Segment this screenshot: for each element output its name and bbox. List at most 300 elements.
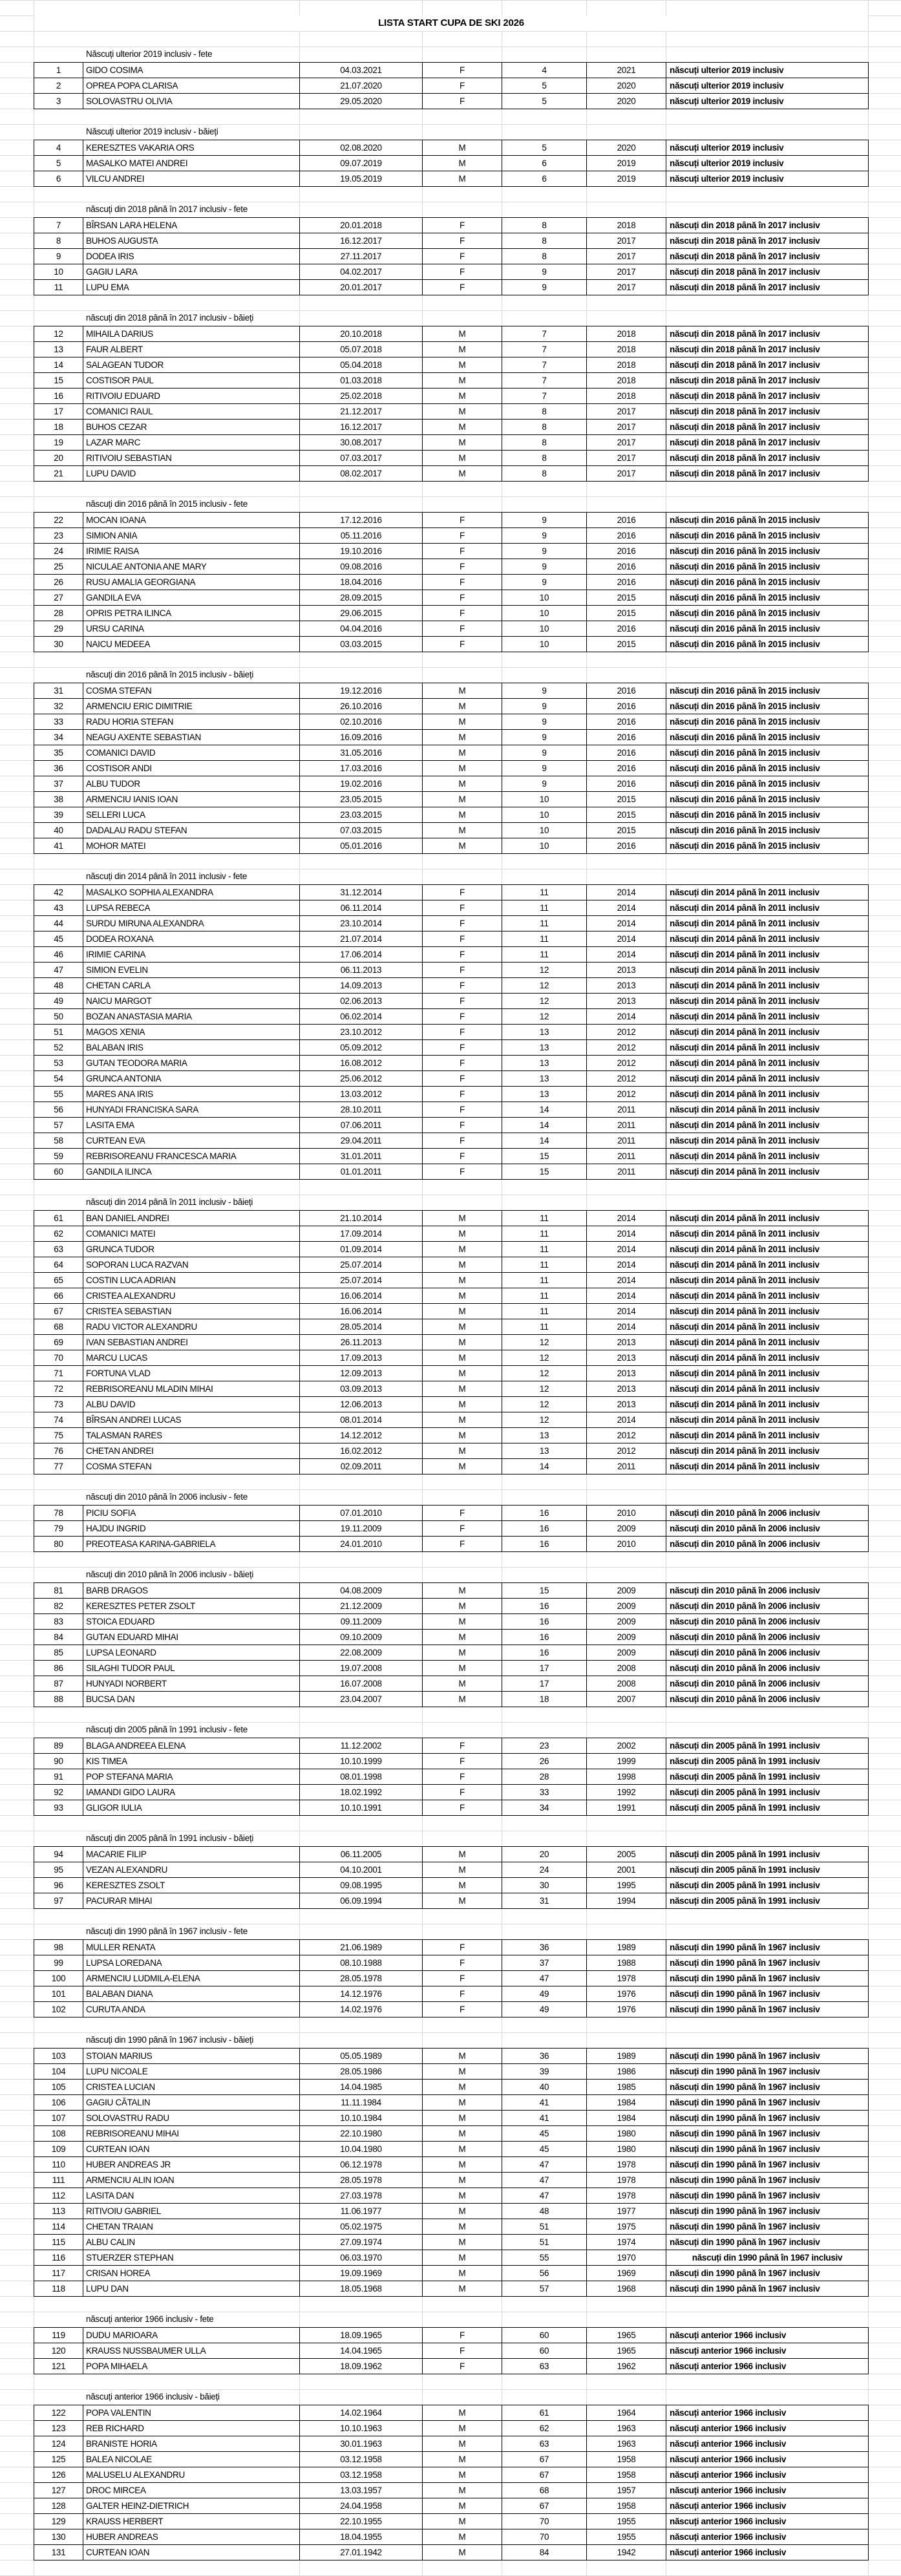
cell-year[interactable]: 2014 — [587, 916, 666, 931]
cell-name[interactable]: GANDILA EVA — [83, 590, 300, 605]
cell-year[interactable]: 1958 — [587, 2467, 666, 2482]
cell-name[interactable]: SIMION ANIA — [83, 528, 300, 543]
cell-number[interactable]: 109 — [34, 2142, 83, 2156]
cell-year[interactable]: 2011 — [587, 1164, 666, 1179]
cell-gender[interactable]: F — [423, 1071, 502, 1086]
cell-category[interactable]: născuți din 2014 până în 2011 inclusiv — [666, 1071, 869, 1086]
cell-number[interactable]: 129 — [34, 2514, 83, 2529]
cell-gender[interactable]: F — [423, 1521, 502, 1536]
cell-category[interactable]: născuți din 2016 până în 2015 inclusiv — [666, 730, 869, 745]
cell-year[interactable]: 2018 — [587, 389, 666, 403]
cell-year[interactable]: 2017 — [587, 233, 666, 248]
cell-age[interactable]: 10 — [502, 838, 587, 853]
cell-gender[interactable]: M — [423, 2483, 502, 2498]
cell-year[interactable]: 2013 — [587, 963, 666, 977]
cell-age[interactable]: 40 — [502, 2080, 587, 2094]
cell-date[interactable]: 25.02.2018 — [300, 389, 423, 403]
cell-name[interactable]: DADALAU RADU STEFAN — [83, 823, 300, 838]
cell-gender[interactable]: F — [423, 621, 502, 636]
cell-age[interactable]: 10 — [502, 621, 587, 636]
cell-name[interactable]: MOHOR MATEI — [83, 838, 300, 853]
cell-date[interactable]: 07.06.2011 — [300, 1118, 423, 1133]
cell-gender[interactable]: F — [423, 1164, 502, 1179]
cell-year[interactable]: 2017 — [587, 280, 666, 295]
cell-name[interactable]: SOLOVASTRU RADU — [83, 2111, 300, 2125]
cell-number[interactable]: 19 — [34, 435, 83, 450]
cell-age[interactable]: 15 — [502, 1149, 587, 1164]
cell-name[interactable]: BÎRSAN ANDREI LUCAS — [83, 1412, 300, 1427]
cell-year[interactable]: 2014 — [587, 947, 666, 962]
cell-number[interactable]: 50 — [34, 1009, 83, 1024]
cell-age[interactable]: 47 — [502, 1971, 587, 1986]
cell-age[interactable]: 10 — [502, 590, 587, 605]
cell-name[interactable]: REB RICHARD — [83, 2421, 300, 2436]
cell-year[interactable]: 1978 — [587, 2188, 666, 2203]
cell-category[interactable]: născuți din 2014 până în 2011 inclusiv — [666, 1242, 869, 1257]
cell-year[interactable]: 1988 — [587, 1955, 666, 1970]
cell-age[interactable]: 57 — [502, 2281, 587, 2296]
cell-name[interactable]: REBRISOREANU MLADIN MIHAI — [83, 1381, 300, 1396]
cell-name[interactable]: SIMION EVELIN — [83, 963, 300, 977]
cell-name[interactable]: LUPSA REBECA — [83, 900, 300, 915]
cell-year[interactable]: 1964 — [587, 2405, 666, 2420]
cell-date[interactable]: 04.10.2001 — [300, 1862, 423, 1877]
cell-age[interactable]: 11 — [502, 1226, 587, 1241]
cell-number[interactable]: 68 — [34, 1319, 83, 1334]
cell-name[interactable]: POP STEFANA MARIA — [83, 1769, 300, 1784]
cell-year[interactable]: 2014 — [587, 1273, 666, 1288]
cell-number[interactable]: 80 — [34, 1537, 83, 1551]
cell-name[interactable]: RUSU AMALIA GEORGIANA — [83, 575, 300, 590]
cell-number[interactable]: 7 — [34, 218, 83, 233]
section-header[interactable]: născuți din 2014 până în 2011 inclusiv - fete — [86, 871, 247, 881]
cell-year[interactable]: 2008 — [587, 1676, 666, 1691]
cell-number[interactable]: 121 — [34, 2359, 83, 2374]
cell-name[interactable]: CRISTEA LUCIAN — [83, 2080, 300, 2094]
cell-year[interactable]: 2020 — [587, 94, 666, 109]
cell-category[interactable]: născuți din 2014 până în 2011 inclusiv — [666, 1149, 869, 1164]
cell-year[interactable]: 2009 — [587, 1599, 666, 1613]
cell-year[interactable]: 2018 — [587, 357, 666, 372]
cell-category[interactable]: născuți din 2018 până în 2017 inclusiv — [666, 218, 869, 233]
cell-gender[interactable]: M — [423, 2049, 502, 2063]
cell-number[interactable]: 73 — [34, 1397, 83, 1412]
cell-gender[interactable]: F — [423, 1087, 502, 1102]
cell-number[interactable]: 71 — [34, 1366, 83, 1381]
cell-date[interactable]: 11.06.1977 — [300, 2204, 423, 2219]
cell-category[interactable]: născuți ulterior 2019 inclusiv — [666, 171, 869, 186]
cell-date[interactable]: 04.02.2017 — [300, 264, 423, 279]
cell-date[interactable]: 19.05.2019 — [300, 171, 423, 186]
cell-number[interactable]: 87 — [34, 1676, 83, 1691]
cell-gender[interactable]: M — [423, 823, 502, 838]
cell-category[interactable]: născuți din 2016 până în 2015 inclusiv — [666, 776, 869, 791]
cell-date[interactable]: 14.12.2012 — [300, 1428, 423, 1443]
cell-number[interactable]: 131 — [34, 2545, 83, 2560]
cell-date[interactable]: 01.03.2018 — [300, 373, 423, 388]
cell-category[interactable]: născuți din 1990 până în 1967 inclusiv — [666, 2095, 869, 2110]
cell-number[interactable]: 127 — [34, 2483, 83, 2498]
cell-gender[interactable]: M — [423, 1381, 502, 1396]
cell-date[interactable]: 08.01.1998 — [300, 1769, 423, 1784]
cell-gender[interactable]: F — [423, 1118, 502, 1133]
cell-date[interactable]: 02.10.2016 — [300, 714, 423, 729]
cell-name[interactable]: BARB DRAGOS — [83, 1583, 300, 1598]
cell-year[interactable]: 1942 — [587, 2545, 666, 2560]
cell-category[interactable]: născuți din 2016 până în 2015 inclusiv — [666, 761, 869, 776]
cell-gender[interactable]: F — [423, 1506, 502, 1520]
cell-name[interactable]: KRAUSS HERBERT — [83, 2514, 300, 2529]
cell-name[interactable]: LUPU DAN — [83, 2281, 300, 2296]
cell-category[interactable]: născuți din 2016 până în 2015 inclusiv — [666, 699, 869, 714]
cell-number[interactable]: 31 — [34, 683, 83, 698]
cell-number[interactable]: 119 — [34, 2328, 83, 2343]
cell-gender[interactable]: M — [423, 2467, 502, 2482]
cell-category[interactable]: născuți din 2014 până în 2011 inclusiv — [666, 963, 869, 977]
cell-year[interactable]: 1978 — [587, 2157, 666, 2172]
cell-name[interactable]: RADU VICTOR ALEXANDRU — [83, 1319, 300, 1334]
cell-date[interactable]: 18.09.1962 — [300, 2359, 423, 2374]
cell-category[interactable]: născuți anterior 1966 inclusiv — [666, 2545, 869, 2560]
cell-age[interactable]: 5 — [502, 94, 587, 109]
cell-name[interactable]: LUPSA LOREDANA — [83, 1955, 300, 1970]
cell-number[interactable]: 32 — [34, 699, 83, 714]
cell-gender[interactable]: M — [423, 1350, 502, 1365]
cell-gender[interactable]: F — [423, 1800, 502, 1815]
cell-year[interactable]: 2016 — [587, 544, 666, 559]
cell-date[interactable]: 11.12.2002 — [300, 1738, 423, 1753]
cell-number[interactable]: 78 — [34, 1506, 83, 1520]
cell-year[interactable]: 2015 — [587, 606, 666, 621]
cell-name[interactable]: GRUNCA TUDOR — [83, 1242, 300, 1257]
cell-year[interactable]: 2010 — [587, 1537, 666, 1551]
cell-date[interactable]: 16.12.2017 — [300, 233, 423, 248]
cell-name[interactable]: MARCU LUCAS — [83, 1350, 300, 1365]
cell-number[interactable]: 34 — [34, 730, 83, 745]
cell-age[interactable]: 36 — [502, 1940, 587, 1955]
cell-number[interactable]: 74 — [34, 1412, 83, 1427]
cell-name[interactable]: TALASMAN RARES — [83, 1428, 300, 1443]
section-header[interactable]: născuți din 2005 până în 1991 inclusiv - fete — [86, 1725, 248, 1734]
cell-gender[interactable]: M — [423, 326, 502, 341]
cell-category[interactable]: născuți din 2018 până în 2017 inclusiv — [666, 326, 869, 341]
cell-category[interactable]: născuți din 2014 până în 2011 inclusiv — [666, 1397, 869, 1412]
cell-date[interactable]: 28.05.1986 — [300, 2064, 423, 2079]
cell-name[interactable]: MALUSELU ALEXANDRU — [83, 2467, 300, 2482]
section-header[interactable]: născuți din 2018 până în 2017 inclusiv - fete — [86, 204, 248, 214]
cell-category[interactable]: născuți din 2014 până în 2011 inclusiv — [666, 1118, 869, 1133]
cell-age[interactable]: 51 — [502, 2219, 587, 2234]
cell-age[interactable]: 9 — [502, 544, 587, 559]
cell-category[interactable]: născuți din 2016 până în 2015 inclusiv — [666, 590, 869, 605]
cell-name[interactable]: BALABAN IRIS — [83, 1040, 300, 1055]
cell-category[interactable]: născuți din 2014 până în 2011 inclusiv — [666, 885, 869, 900]
section-header[interactable]: născuți din 2005 până în 1991 inclusiv - băieți — [86, 1833, 254, 1843]
cell-category[interactable]: născuți din 1990 până în 1967 inclusiv — [666, 2188, 869, 2203]
cell-name[interactable]: PICIU SOFIA — [83, 1506, 300, 1520]
cell-gender[interactable]: M — [423, 2157, 502, 2172]
cell-date[interactable]: 24.04.1958 — [300, 2498, 423, 2513]
cell-year[interactable]: 2016 — [587, 559, 666, 574]
cell-gender[interactable]: M — [423, 1893, 502, 1908]
cell-gender[interactable]: F — [423, 916, 502, 931]
cell-gender[interactable]: M — [423, 2235, 502, 2250]
cell-date[interactable]: 07.03.2015 — [300, 823, 423, 838]
cell-name[interactable]: DROC MIRCEA — [83, 2483, 300, 2498]
cell-name[interactable]: LASITA DAN — [83, 2188, 300, 2203]
cell-number[interactable]: 40 — [34, 823, 83, 838]
cell-gender[interactable]: F — [423, 1738, 502, 1753]
cell-date[interactable]: 11.11.1984 — [300, 2095, 423, 2110]
cell-date[interactable]: 06.09.1994 — [300, 1893, 423, 1908]
cell-name[interactable]: GLIGOR IULIA — [83, 1800, 300, 1815]
cell-number[interactable]: 2 — [34, 78, 83, 93]
cell-year[interactable]: 2012 — [587, 1040, 666, 1055]
cell-date[interactable]: 27.01.1942 — [300, 2545, 423, 2560]
cell-gender[interactable]: M — [423, 1645, 502, 1660]
cell-gender[interactable]: M — [423, 2405, 502, 2420]
cell-date[interactable]: 25.07.2014 — [300, 1273, 423, 1288]
section-header[interactable]: născuți anterior 1966 inclusiv - fete — [86, 2314, 214, 2324]
cell-gender[interactable]: M — [423, 1847, 502, 1862]
cell-date[interactable]: 25.07.2014 — [300, 1257, 423, 1272]
cell-number[interactable]: 37 — [34, 776, 83, 791]
cell-date[interactable]: 06.03.1970 — [300, 2250, 423, 2265]
cell-age[interactable]: 13 — [502, 1428, 587, 1443]
cell-number[interactable]: 93 — [34, 1800, 83, 1815]
cell-gender[interactable]: F — [423, 2359, 502, 2374]
cell-gender[interactable]: M — [423, 1443, 502, 1458]
cell-name[interactable]: COMANICI MATEI — [83, 1226, 300, 1241]
cell-name[interactable]: SILAGHI TUDOR PAUL — [83, 1661, 300, 1676]
cell-year[interactable]: 2019 — [587, 156, 666, 171]
cell-age[interactable]: 37 — [502, 1955, 587, 1970]
cell-number[interactable]: 66 — [34, 1288, 83, 1303]
cell-age[interactable]: 14 — [502, 1459, 587, 1474]
cell-age[interactable]: 7 — [502, 342, 587, 357]
cell-gender[interactable]: M — [423, 2436, 502, 2451]
cell-number[interactable]: 130 — [34, 2529, 83, 2544]
cell-gender[interactable]: F — [423, 1955, 502, 1970]
cell-date[interactable]: 28.09.2015 — [300, 590, 423, 605]
cell-year[interactable]: 2009 — [587, 1521, 666, 1536]
cell-date[interactable]: 09.10.2009 — [300, 1630, 423, 1645]
cell-name[interactable]: COMANICI RAUL — [83, 404, 300, 419]
cell-age[interactable]: 56 — [502, 2266, 587, 2281]
cell-date[interactable]: 17.09.2014 — [300, 1226, 423, 1241]
cell-age[interactable]: 9 — [502, 559, 587, 574]
cell-date[interactable]: 09.08.1995 — [300, 1878, 423, 1893]
cell-gender[interactable]: M — [423, 2064, 502, 2079]
cell-age[interactable]: 14 — [502, 1102, 587, 1117]
cell-name[interactable]: NICULAE ANTONIA ANE MARY — [83, 559, 300, 574]
cell-gender[interactable]: M — [423, 2498, 502, 2513]
cell-age[interactable]: 11 — [502, 931, 587, 946]
cell-date[interactable]: 05.07.2018 — [300, 342, 423, 357]
cell-gender[interactable]: M — [423, 2111, 502, 2125]
cell-gender[interactable]: M — [423, 792, 502, 807]
cell-gender[interactable]: M — [423, 357, 502, 372]
cell-date[interactable]: 05.09.2012 — [300, 1040, 423, 1055]
cell-gender[interactable]: F — [423, 2343, 502, 2358]
cell-category[interactable]: născuți din 1990 până în 1967 inclusiv — [666, 2126, 869, 2141]
cell-number[interactable]: 102 — [34, 2002, 83, 2017]
cell-gender[interactable]: M — [423, 1211, 502, 1226]
cell-age[interactable]: 4 — [502, 63, 587, 78]
cell-gender[interactable]: F — [423, 544, 502, 559]
cell-number[interactable]: 6 — [34, 171, 83, 186]
cell-year[interactable]: 2018 — [587, 342, 666, 357]
cell-category[interactable]: născuți din 2016 până în 2015 inclusiv — [666, 606, 869, 621]
cell-date[interactable]: 14.02.1976 — [300, 2002, 423, 2017]
cell-gender[interactable]: M — [423, 807, 502, 822]
cell-category[interactable]: născuți din 2010 până în 2006 inclusiv — [666, 1506, 869, 1520]
cell-number[interactable]: 76 — [34, 1443, 83, 1458]
cell-year[interactable]: 1957 — [587, 2483, 666, 2498]
cell-age[interactable]: 36 — [502, 2049, 587, 2063]
cell-date[interactable]: 28.10.2011 — [300, 1102, 423, 1117]
cell-gender[interactable]: M — [423, 683, 502, 698]
cell-category[interactable]: născuți din 2010 până în 2006 inclusiv — [666, 1661, 869, 1676]
cell-number[interactable]: 9 — [34, 249, 83, 264]
cell-date[interactable]: 19.07.2008 — [300, 1661, 423, 1676]
cell-year[interactable]: 2016 — [587, 699, 666, 714]
cell-gender[interactable]: F — [423, 2002, 502, 2017]
cell-category[interactable]: născuți anterior 1966 inclusiv — [666, 2421, 869, 2436]
cell-category[interactable]: născuți din 2014 până în 2011 inclusiv — [666, 1366, 869, 1381]
cell-gender[interactable]: F — [423, 900, 502, 915]
cell-date[interactable]: 27.11.2017 — [300, 249, 423, 264]
cell-date[interactable]: 17.03.2016 — [300, 761, 423, 776]
cell-year[interactable]: 2005 — [587, 1847, 666, 1862]
cell-category[interactable]: născuți din 2010 până în 2006 inclusiv — [666, 1645, 869, 1660]
cell-gender[interactable]: F — [423, 575, 502, 590]
cell-year[interactable]: 2014 — [587, 1226, 666, 1241]
cell-age[interactable]: 30 — [502, 1878, 587, 1893]
cell-gender[interactable]: F — [423, 947, 502, 962]
cell-number[interactable]: 75 — [34, 1428, 83, 1443]
cell-gender[interactable]: M — [423, 1319, 502, 1334]
cell-number[interactable]: 88 — [34, 1692, 83, 1707]
cell-number[interactable]: 81 — [34, 1583, 83, 1598]
cell-age[interactable]: 9 — [502, 699, 587, 714]
cell-date[interactable]: 01.01.2011 — [300, 1164, 423, 1179]
cell-year[interactable]: 1968 — [587, 2281, 666, 2296]
cell-number[interactable]: 100 — [34, 1971, 83, 1986]
cell-category[interactable]: născuți din 2010 până în 2006 inclusiv — [666, 1614, 869, 1629]
cell-date[interactable]: 30.08.2017 — [300, 435, 423, 450]
cell-gender[interactable]: M — [423, 714, 502, 729]
section-header[interactable]: născuți din 2014 până în 2011 inclusiv - băieți — [86, 1197, 253, 1207]
cell-category[interactable]: născuți din 2010 până în 2006 inclusiv — [666, 1583, 869, 1598]
cell-name[interactable]: SOLOVASTRU OLIVIA — [83, 94, 300, 109]
cell-category[interactable]: născuți din 2010 până în 2006 inclusiv — [666, 1521, 869, 1536]
cell-year[interactable]: 2014 — [587, 1319, 666, 1334]
cell-category[interactable]: născuți din 1990 până în 1967 inclusiv — [666, 2142, 869, 2156]
cell-number[interactable]: 61 — [34, 1211, 83, 1226]
cell-number[interactable]: 115 — [34, 2235, 83, 2250]
cell-category[interactable]: născuți din 2014 până în 2011 inclusiv — [666, 1226, 869, 1241]
cell-year[interactable]: 1999 — [587, 1754, 666, 1769]
cell-number[interactable]: 67 — [34, 1304, 83, 1319]
cell-date[interactable]: 03.09.2013 — [300, 1381, 423, 1396]
cell-age[interactable]: 12 — [502, 963, 587, 977]
cell-date[interactable]: 10.10.1991 — [300, 1800, 423, 1815]
cell-gender[interactable]: M — [423, 1692, 502, 1707]
cell-category[interactable]: născuți din 2014 până în 2011 inclusiv — [666, 1056, 869, 1070]
cell-year[interactable]: 2011 — [587, 1149, 666, 1164]
cell-gender[interactable]: M — [423, 389, 502, 403]
cell-number[interactable]: 91 — [34, 1769, 83, 1784]
cell-name[interactable]: CHETAN TRAIAN — [83, 2219, 300, 2234]
cell-name[interactable]: CRISAN HOREA — [83, 2266, 300, 2281]
cell-number[interactable]: 117 — [34, 2266, 83, 2281]
cell-date[interactable]: 21.10.2014 — [300, 1211, 423, 1226]
cell-gender[interactable]: M — [423, 435, 502, 450]
cell-age[interactable]: 7 — [502, 326, 587, 341]
cell-age[interactable]: 45 — [502, 2142, 587, 2156]
cell-gender[interactable]: M — [423, 2266, 502, 2281]
cell-age[interactable]: 47 — [502, 2188, 587, 2203]
cell-number[interactable]: 120 — [34, 2343, 83, 2358]
cell-age[interactable]: 10 — [502, 637, 587, 652]
cell-year[interactable]: 2011 — [587, 1459, 666, 1474]
cell-name[interactable]: MOCAN IOANA — [83, 513, 300, 527]
cell-gender[interactable]: F — [423, 1971, 502, 1986]
cell-category[interactable]: născuți din 1990 până în 1967 inclusiv — [666, 2204, 869, 2219]
cell-gender[interactable]: M — [423, 2126, 502, 2141]
cell-year[interactable]: 2014 — [587, 900, 666, 915]
cell-category[interactable]: născuți din 2016 până în 2015 inclusiv — [666, 621, 869, 636]
cell-date[interactable]: 28.05.1978 — [300, 1971, 423, 1986]
cell-number[interactable]: 39 — [34, 807, 83, 822]
cell-number[interactable]: 113 — [34, 2204, 83, 2219]
cell-gender[interactable]: F — [423, 78, 502, 93]
cell-age[interactable]: 11 — [502, 1288, 587, 1303]
cell-gender[interactable]: M — [423, 2188, 502, 2203]
cell-number[interactable]: 123 — [34, 2421, 83, 2436]
cell-number[interactable]: 1 — [34, 63, 83, 78]
cell-number[interactable]: 56 — [34, 1102, 83, 1117]
cell-category[interactable]: născuți ulterior 2019 inclusiv — [666, 63, 869, 78]
cell-name[interactable]: ALBU CALIN — [83, 2235, 300, 2250]
cell-category[interactable]: născuți din 2016 până în 2015 inclusiv — [666, 714, 869, 729]
cell-name[interactable]: BUCSA DAN — [83, 1692, 300, 1707]
cell-age[interactable]: 14 — [502, 1118, 587, 1133]
cell-year[interactable]: 2016 — [587, 761, 666, 776]
cell-date[interactable]: 30.01.1963 — [300, 2436, 423, 2451]
cell-year[interactable]: 2013 — [587, 1350, 666, 1365]
cell-gender[interactable]: M — [423, 420, 502, 434]
cell-year[interactable]: 1965 — [587, 2343, 666, 2358]
cell-year[interactable]: 2016 — [587, 745, 666, 760]
cell-category[interactable]: născuți din 2014 până în 2011 inclusiv — [666, 1319, 869, 1334]
cell-age[interactable]: 16 — [502, 1506, 587, 1520]
cell-name[interactable]: VILCU ANDREI — [83, 171, 300, 186]
cell-gender[interactable]: F — [423, 528, 502, 543]
cell-category[interactable]: născuți din 2005 până în 1991 inclusiv — [666, 1893, 869, 1908]
cell-gender[interactable]: M — [423, 2545, 502, 2560]
cell-name[interactable]: IRIMIE RAISA — [83, 544, 300, 559]
cell-year[interactable]: 1989 — [587, 2049, 666, 2063]
cell-number[interactable]: 17 — [34, 404, 83, 419]
cell-date[interactable]: 03.12.1958 — [300, 2467, 423, 2482]
cell-name[interactable]: GANDILA ILINCA — [83, 1164, 300, 1179]
cell-number[interactable]: 63 — [34, 1242, 83, 1257]
page-title[interactable]: LISTA START CUPA DE SKI 2026 — [34, 16, 868, 31]
cell-age[interactable]: 12 — [502, 1009, 587, 1024]
cell-category[interactable]: născuți din 2018 până în 2017 inclusiv — [666, 342, 869, 357]
